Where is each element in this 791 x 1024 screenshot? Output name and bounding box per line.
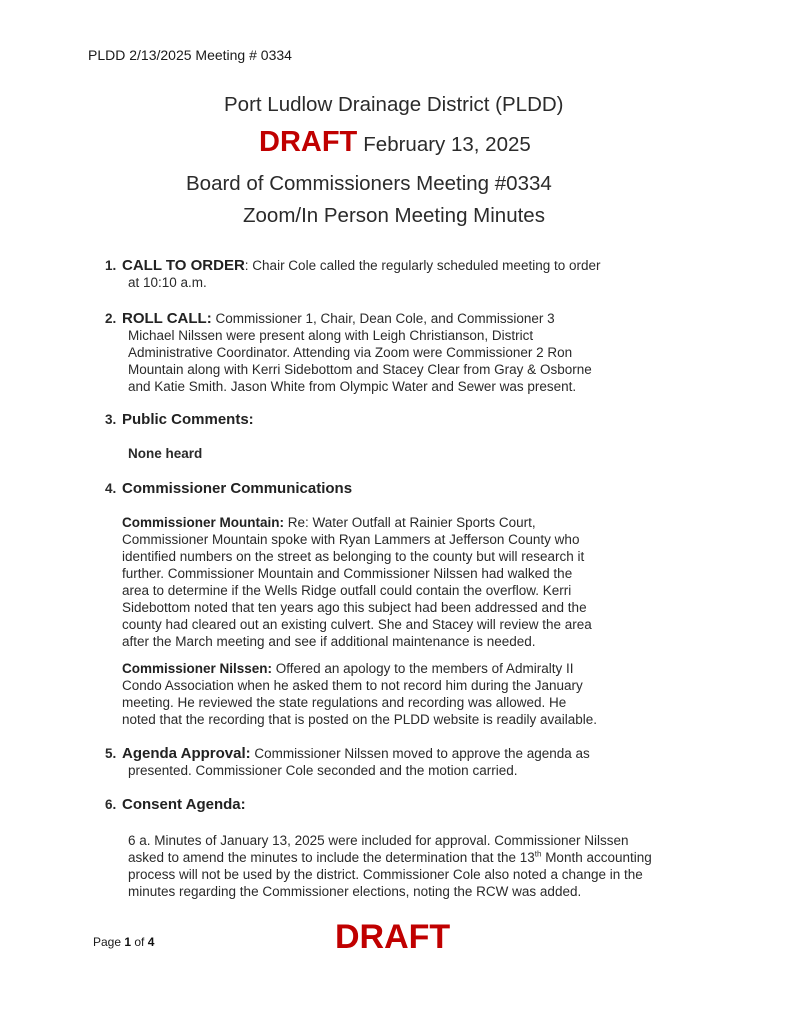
report-text: county had cleared out an existing culvert. She and Stacey will review the area bbox=[122, 617, 592, 632]
report-text: noted that the recording that is posted on the PLDD website is readily available. bbox=[122, 712, 598, 727]
commissioner-nilssen-report bbox=[122, 660, 597, 728]
meeting-date: February 13, 2025 bbox=[363, 133, 531, 156]
item-number: 2. bbox=[105, 311, 117, 326]
item-agenda-approval bbox=[105, 745, 590, 779]
draft-date-line bbox=[259, 126, 531, 159]
commissioner-mountain-report bbox=[122, 514, 592, 650]
item-text: Commissioner 1, Chair, Dean Cole, and Commissioner 3 bbox=[211, 311, 555, 326]
item-text: presented. Commissioner Cole seconded and the motion carried. bbox=[128, 763, 518, 778]
report-text: Re: Water Outfall at Rainier Sports Court, bbox=[284, 515, 536, 530]
page-number bbox=[93, 935, 154, 949]
public-comments-body: None heard bbox=[128, 446, 203, 461]
item-text: Commissioner Nilssen moved to approve the agenda as bbox=[250, 746, 590, 761]
consent-text: asked to amend the minutes to include the determination that the 13 bbox=[128, 850, 535, 865]
consent-text: minutes regarding the Commissioner elections, noting the RCW was added. bbox=[128, 884, 582, 899]
running-header: PLDD 2/13/2025 Meeting # 0334 bbox=[88, 47, 292, 63]
item-heading: Agenda Approval: bbox=[122, 745, 251, 762]
item-text: and Katie Smith. Jason White from Olympic Water and Sewer was present. bbox=[128, 379, 577, 394]
consent-text: Month accounting bbox=[541, 850, 652, 865]
item-text: : Chair Cole called the regularly scheduled meeting to order bbox=[244, 258, 601, 273]
draft-watermark: DRAFT bbox=[335, 918, 451, 956]
page-total: 4 bbox=[147, 935, 155, 949]
item-number: 4. bbox=[105, 481, 117, 496]
item-roll-call bbox=[105, 310, 592, 395]
minutes-title: Zoom/In Person Meeting Minutes bbox=[243, 204, 545, 227]
report-text: identified numbers on the street as belonging to the county but will research it bbox=[122, 549, 585, 564]
item-heading: CALL TO ORDER bbox=[122, 257, 245, 274]
report-text: Sidebottom noted that ten years ago this subject had been addressed and the bbox=[122, 600, 587, 615]
item-text: Michael Nilssen were present along with Leigh Christianson, District bbox=[128, 328, 534, 343]
consent-item-6a bbox=[128, 832, 652, 900]
item-heading: Consent Agenda: bbox=[122, 796, 246, 813]
page-current: 1 bbox=[124, 935, 132, 949]
item-heading: Public Comments: bbox=[122, 411, 254, 428]
item-public-comments bbox=[105, 411, 254, 428]
consent-text: process will not be used by the district. Commissioner Cole also noted a change in the bbox=[128, 867, 643, 882]
report-text: meeting. He reviewed the state regulations and recording was allowed. He bbox=[122, 695, 567, 710]
speaker-label: Commissioner Mountain: bbox=[122, 515, 285, 530]
consent-text: 6 a. Minutes of January 13, 2025 were included for approval. Commissioner Nilssen bbox=[128, 833, 629, 848]
report-text: Offered an apology to the members of Admiralty II bbox=[272, 661, 574, 676]
item-call-to-order bbox=[105, 257, 601, 291]
item-commissioner-communications bbox=[105, 480, 352, 497]
item-text: at 10:10 a.m. bbox=[128, 275, 207, 290]
item-text: Mountain along with Kerri Sidebottom and Stacey Clear from Gray & Osborne bbox=[128, 362, 592, 377]
page-of: of bbox=[131, 935, 148, 949]
item-number: 5. bbox=[105, 746, 117, 761]
item-number: 1. bbox=[105, 258, 117, 273]
item-heading: ROLL CALL: bbox=[122, 310, 212, 327]
report-text: further. Commissioner Mountain and Commissioner Nilssen had walked the bbox=[122, 566, 573, 581]
report-text: Commissioner Mountain spoke with Ryan Lammers at Jefferson County who bbox=[122, 532, 580, 547]
report-text: area to determine if the Wells Ridge outfall could contain the overflow. Kerri bbox=[122, 583, 572, 598]
report-text: after the March meeting and see if additional maintenance is needed. bbox=[122, 634, 536, 649]
report-text: Condo Association when he asked them to not record him during the January bbox=[122, 678, 583, 693]
org-title: Port Ludlow Drainage District (PLDD) bbox=[224, 93, 564, 116]
page-label: Page bbox=[93, 935, 125, 949]
item-text: Administrative Coordinator. Attending via Zoom were Commissioner 2 Ron bbox=[128, 345, 573, 360]
draft-label: DRAFT bbox=[259, 126, 358, 158]
speaker-label: Commissioner Nilssen: bbox=[122, 661, 273, 676]
ordinal-suffix: th bbox=[534, 849, 542, 859]
item-consent-agenda bbox=[105, 796, 246, 813]
item-number: 3. bbox=[105, 412, 117, 427]
item-heading: Commissioner Communications bbox=[122, 480, 353, 497]
board-meeting-title: Board of Commissioners Meeting #0334 bbox=[186, 172, 552, 195]
item-number: 6. bbox=[105, 797, 117, 812]
